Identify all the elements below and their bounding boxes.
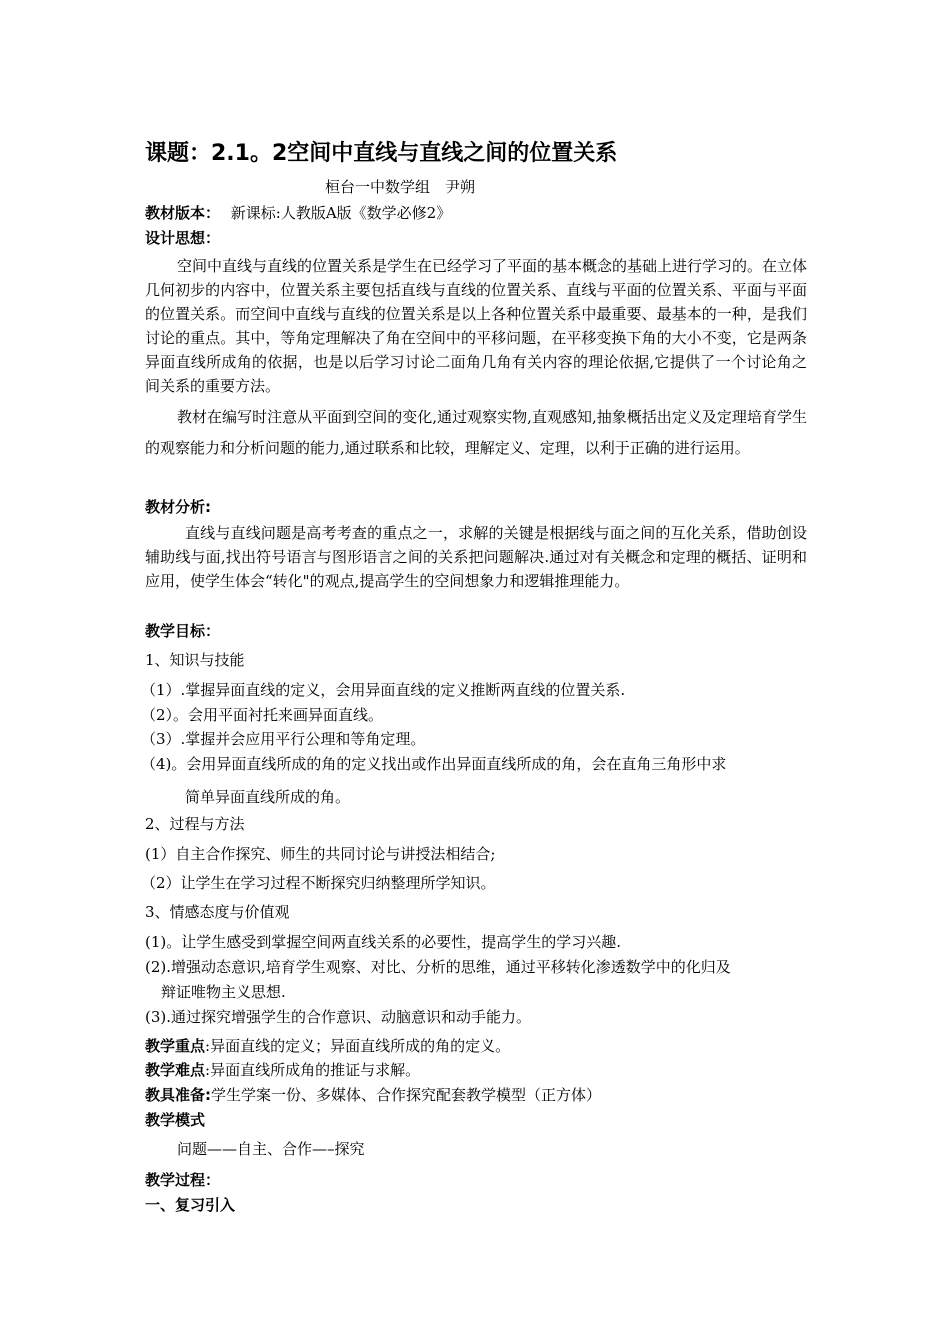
- author-line: 桓台一中数学组 尹朔: [325, 178, 476, 196]
- design-heading: 设计思想：: [145, 229, 221, 247]
- difficulty-label: 教学难点: [145, 1061, 206, 1079]
- goal-2-item-2: （2）让学生在学习过程不断探究归纳整理所学知识。: [141, 874, 496, 892]
- goal-2-item-1: (1）自主合作探究、师生的共同讨论与讲授法相结合;: [145, 845, 496, 863]
- goal-1-item-3: （3）.掌握并会应用平行公理和等角定理。: [141, 730, 426, 748]
- goal-1-title: 1、知识与技能: [145, 651, 245, 669]
- key-point-line: [145, 1036, 510, 1056]
- design-paragraph-2: 教材在编写时注意从平面到空间的变化,通过观察实物,直观感知,抽象概括出定义及定理培育学生的观察能力和分析问题的能力,通过联系和比较，理解定义、定理，以利于正确的进行运用。: [145, 408, 807, 457]
- version-label: 教材版本：: [145, 204, 221, 222]
- section-1-heading: 一、复习引入: [145, 1196, 236, 1214]
- tools-value: 学生学案一份、多媒体、合作探究配套教学模型（正方体）: [211, 1086, 602, 1104]
- goal-1-item-4b: 简单异面直线所成的角。: [185, 788, 351, 806]
- tools-line: [145, 1085, 601, 1105]
- analysis-paragraph: 直线与直线问题是高考考查的重点之一，求解的关键是根据线与面之间的互化关系，借助创设辅助线与面,找出符号语言与图形语言之间的关系把问题解决.通过对有关概念和定理的概括、证明和应用，使学生体会“转化"的观点,提高学生的空间想象力和逻辑推理能力。: [145, 524, 807, 590]
- process-heading: 教学过程：: [145, 1171, 221, 1189]
- goal-3-item-3: (3).通过探究增强学生的合作意识、动脑意识和动手能力。: [145, 1008, 532, 1026]
- goal-1-item-1: （1）.掌握异面直线的定义，会用异面直线的定义推断两直线的位置关系.: [141, 681, 626, 699]
- tools-label: 教具准备:: [145, 1086, 211, 1104]
- goal-1-item-2: （2）。会用平面衬托来画异面直线。: [141, 706, 384, 724]
- goal-3-item-1: (1)。让学生感受到掌握空间两直线关系的必要性，提高学生的学习兴趣.: [145, 933, 622, 951]
- goal-2-title: 2、过程与方法: [145, 815, 245, 833]
- mode-value: 问题——自主、合作—–探究: [177, 1140, 365, 1158]
- goal-3-title: 3、情感态度与价值观: [145, 903, 290, 921]
- design-paragraph-1: 空间中直线与直线的位置关系是学生在已经学习了平面的基本概念的基础上进行学习的。在立体几何初步的内容中，位置关系主要包括直线与直线的位置关系、直线与平面的位置关系、平面与平面的位置关系。而空间中直线与直线的位置关系是以上各种位置关系中最重要、最基本的一种，是我们讨论的重点。其中，等角定理解决了角在空间中的平移问题，在平移变换下角的大小不变，它是两条异面直线所成角的依据，也是以后学习讨论二面角几角有关内容的理论依据,它提供了一个讨论角之间关系的重要方法。: [145, 257, 808, 395]
- key-point-value: :异面直线的定义；异面直线所成的角的定义。: [205, 1037, 511, 1055]
- goal-1-item-4a: （4)。会用异面直线所成的角的定义找出或作出异面直线所成的角，会在直角三角形中求: [141, 755, 727, 773]
- goal-3-item-2b: 辩证唯物主义思想.: [161, 983, 286, 1001]
- version-line: [145, 203, 451, 223]
- difficulty-line: [145, 1060, 420, 1080]
- mode-heading: 教学模式: [145, 1111, 206, 1129]
- version-value: 新课标:人教版A版《数学必修2》: [230, 204, 452, 222]
- goals-heading: 教学目标：: [145, 622, 221, 640]
- analysis-heading: 教材分析:: [145, 498, 211, 516]
- key-point-label: 教学重点: [145, 1037, 206, 1055]
- difficulty-value: :异面直线所成角的推证与求解。: [205, 1061, 421, 1079]
- page-title: 课题：2.1。2空间中直线与直线之间的位置关系: [145, 141, 618, 166]
- goal-3-item-2a: (2).增强动态意识,培育学生观察、对比、分析的思维，通过平移转化渗透数学中的化归及: [145, 958, 731, 976]
